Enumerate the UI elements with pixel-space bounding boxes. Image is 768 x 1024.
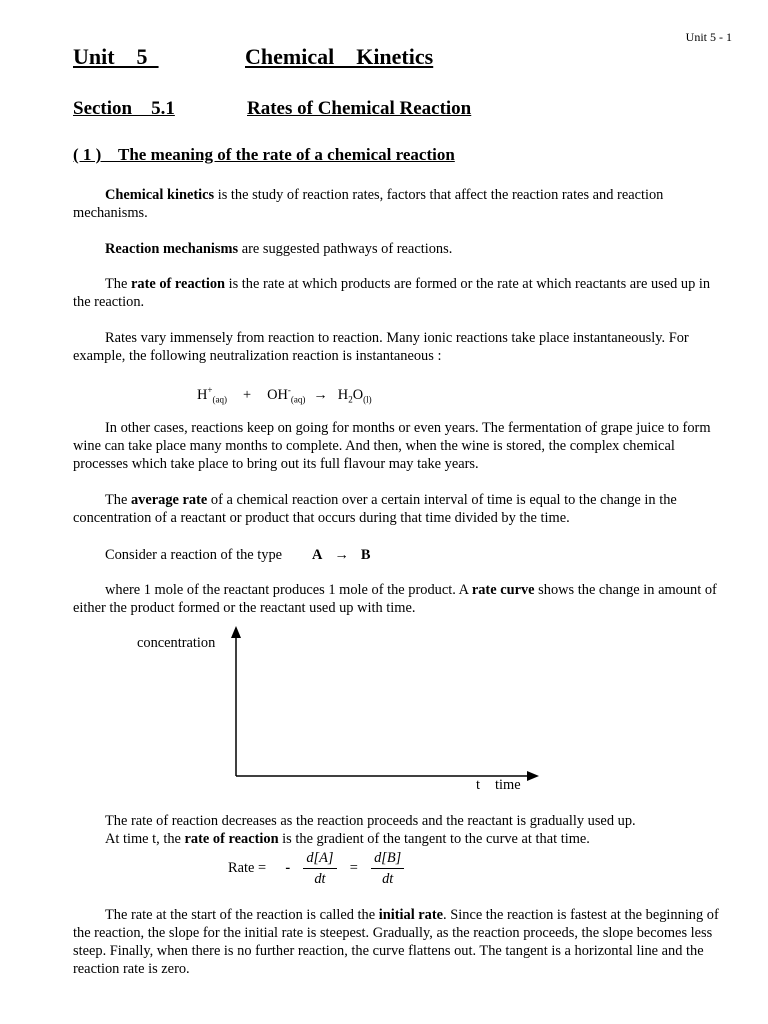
reactant-a: A xyxy=(312,547,323,563)
numerator-db: d[B] xyxy=(371,848,404,869)
fraction-db-dt xyxy=(371,848,404,889)
eq-h-state: (aq) xyxy=(212,394,227,405)
paragraph-average-rate xyxy=(73,491,723,527)
eq-oh-state: (aq) xyxy=(290,394,306,405)
paragraph-text: At time t, the xyxy=(105,831,185,847)
eq-oh-charge: - xyxy=(287,385,291,395)
page-number: Unit 5 - 1 xyxy=(685,30,732,44)
eq-h-charge: + xyxy=(207,385,213,395)
paragraph-rate-curve xyxy=(73,581,723,617)
y-axis-arrowhead xyxy=(231,626,241,638)
section-number: Section 5.1 xyxy=(73,98,175,119)
paragraph-text: are suggested pathways of reactions. xyxy=(238,241,453,257)
x-axis-arrowhead xyxy=(527,771,539,781)
paragraph-text: is the rate at which products are formed or the rate at which reactants are used up in the reaction. xyxy=(73,276,711,310)
eq-arrow: → xyxy=(313,386,328,403)
paragraph-text: shows the change in amount of either the product formed or the reactant used up with time. xyxy=(73,582,717,616)
paragraph-line: The rate of reaction decreases as the reaction proceeds and the reactant is gradually used up. xyxy=(105,813,636,829)
section-heading xyxy=(73,98,713,124)
rate-label: Rate = xyxy=(228,859,267,876)
rate-curve-axes xyxy=(225,624,545,784)
paragraph-line xyxy=(73,830,723,848)
paragraph-text: is the gradient of the tangent to the curve at that time. xyxy=(278,831,590,847)
rate-equation xyxy=(228,848,404,889)
term-chemical-kinetics: Chemical kinetics xyxy=(105,187,215,203)
paragraph-text: The xyxy=(105,276,131,292)
eq-oh: OH xyxy=(267,386,288,403)
paragraph-text: of a chemical reaction over a certain interval of time is equal to the change in the concentration of a reactant or product that occurs during that time divided by the time. xyxy=(73,492,677,526)
graph-t-mark: t xyxy=(476,777,480,793)
term-rate-of-reaction: rate of reaction xyxy=(130,276,226,292)
term-reaction-mechanisms: Reaction mechanisms xyxy=(105,241,239,257)
eq-plus: + xyxy=(242,386,252,403)
paragraph-text: The xyxy=(105,492,131,508)
eq-water-o: O xyxy=(352,386,364,403)
paragraph-initial-rate xyxy=(73,906,723,978)
paragraph-text: . Since the reaction is fastest at the beginning of the reaction, the slope for the initial rate is steepest. Gradually, as the reaction proceeds, the slope becomes less steep. Finally, when there is no further reaction, the curve flattens out. The tangent is a horizontal line and the reaction rate is zero. xyxy=(73,907,719,977)
paragraph-text: is the study of reaction rates, factors that affect the reaction rates and reaction mechanisms. xyxy=(73,187,664,221)
paragraph-rates-vary: Rates vary immensely from reaction to reaction. Many ionic reactions take place instantaneously. For example, the following neutralization reaction is instantaneous : xyxy=(73,330,689,364)
term-rate-of-reaction-2: rate of reaction xyxy=(184,831,279,847)
term-rate-curve: rate curve xyxy=(471,582,535,598)
paragraph-text: The rate at the start of the reaction is called the xyxy=(105,907,379,923)
term-initial-rate: initial rate xyxy=(378,907,444,923)
neutralization-equation xyxy=(197,385,372,405)
subsection-heading: ( 1 ) The meaning of the rate of a chemical reaction xyxy=(73,145,455,164)
eq-water-state: (l) xyxy=(363,394,372,405)
rate-equals: = xyxy=(349,859,358,876)
fraction-da-dt xyxy=(303,848,336,889)
eq-h: H xyxy=(197,386,208,403)
paragraph-other-cases: In other cases, reactions keep on going for months or even years. The fermentation of grape juice to form wine can take place many months to complete. And then, when the wine is stored, the complex chemical processes which take place to bring out its full flavour may take years. xyxy=(73,420,711,472)
term-average-rate: average rate xyxy=(130,492,208,508)
paragraph-chemical-kinetics xyxy=(73,186,723,222)
numerator-da: d[A] xyxy=(303,848,336,869)
paragraph-rate-decreases xyxy=(73,812,723,848)
reaction-arrow: → xyxy=(334,547,349,563)
graph-x-label: time xyxy=(495,777,521,793)
product-b: B xyxy=(360,547,371,563)
paragraph-rate-of-reaction xyxy=(73,275,723,311)
section-title: Rates of Chemical Reaction xyxy=(247,98,472,119)
denominator-dt: dt xyxy=(382,871,394,887)
unit-number: Unit 5 xyxy=(73,44,159,69)
paragraph-reaction-type xyxy=(73,546,723,564)
eq-water-2: 2 xyxy=(348,394,353,405)
unit-title: Chemical Kinetics xyxy=(245,44,434,69)
rate-minus: - xyxy=(285,859,291,876)
paragraph-reaction-mechanisms xyxy=(73,240,723,258)
eq-water-h: H xyxy=(337,386,349,403)
unit-heading xyxy=(73,44,713,74)
denominator-dt: dt xyxy=(314,871,326,887)
paragraph-text: Consider a reaction of the type xyxy=(105,547,283,563)
graph-y-label: concentration xyxy=(137,635,216,651)
paragraph-text: where 1 mole of the reactant produces 1 mole of the product. A xyxy=(105,582,472,598)
